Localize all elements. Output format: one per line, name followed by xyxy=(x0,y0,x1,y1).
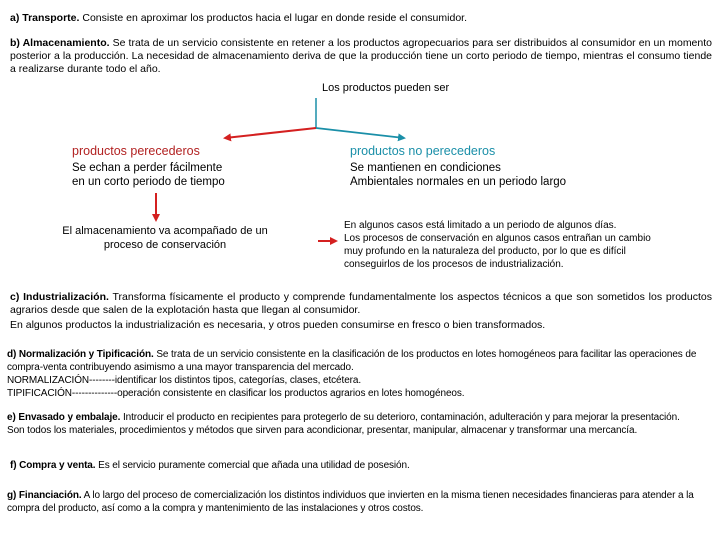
paragraph-envasado xyxy=(7,411,697,437)
financiacion-text: A lo largo del proceso de comercialización los distintos individuos que invierten en la misma tienen necesidades financieras para atender a la compra del producto, así como a la compra y mantenimiento de las instalaciones y otros costos. xyxy=(7,490,694,514)
industrializacion-label: c) Industrialización. xyxy=(10,291,109,303)
no-perecederos-description xyxy=(350,161,566,189)
compra-venta-label: f) Compra y venta. xyxy=(10,460,96,471)
financiacion-label: g) Financiación. xyxy=(7,490,82,501)
perecederos-result xyxy=(52,224,278,252)
almacenamiento-text: Se trata de un servicio consistente en retener a los productos agropecuarios para ser distribuidos al consumidor en un momento posterior a la producción. La necesidad de almacenamiento deriva de que la producción tiene un corto periodo de tiempo, mientras el consumo tiende a realizarse durante todo el año. xyxy=(10,37,712,75)
transporte-label: a) Transporte. xyxy=(10,12,80,24)
arrow-to-perecederos xyxy=(225,128,316,138)
arrow-to-no-perecederos xyxy=(316,128,404,138)
no-perecederos-desc-line-1: Se mantienen en condiciones xyxy=(350,162,501,174)
transporte-text: Consiste en aproximar los productos hacia el lugar en donde reside el consumidor. xyxy=(79,12,467,24)
no-perecederos-result-line-4: conseguirlos de los procesos de industrialización. xyxy=(344,259,564,270)
normalizacion-label: d) Normalización y Tipificación. xyxy=(7,349,154,360)
perecederos-title: productos perecederos xyxy=(72,144,200,158)
diagram-root-label: Los productos pueden ser xyxy=(322,82,450,94)
perecederos-result-line-1: El almacenamiento va acompañado de un xyxy=(62,225,268,237)
no-perecederos-result-line-3: muy profundo en la naturaleza del producto, por lo que es difícil xyxy=(344,246,626,257)
no-perecederos-result-line-2: Los procesos de conservación en algunos casos entrañan un cambio xyxy=(344,233,651,244)
no-perecederos-result-line-1: En algunos casos está limitado a un periodo de algunos días. xyxy=(344,220,617,231)
paragraph-financiacion xyxy=(7,489,713,515)
no-perecederos-result xyxy=(344,219,651,271)
industrializacion-text: Transforma físicamente el producto y comprende fundamentalmente los aspectos técnicos a que son sometidos los productos agrarios desde que salen de la explotación hasta que llegan al consumidor. xyxy=(10,291,712,316)
no-perecederos-title: productos no perecederos xyxy=(350,144,496,158)
perecederos-desc-line-2: en un corto periodo de tiempo xyxy=(72,176,225,188)
perecederos-description xyxy=(72,161,225,189)
compra-venta-text: Es el servicio puramente comercial que añada una utilidad de posesión. xyxy=(95,460,410,471)
normalizacion-text: Se trata de un servicio consistente en la clasificación de los productos en lotes homogéneos para facilitar las operaciones de compra-venta contribuyendo asimismo a una mayor transparencia del mercado. xyxy=(7,349,697,373)
paragraph-industrializacion xyxy=(10,291,712,317)
perecederos-result-line-2: proceso de conservación xyxy=(103,239,227,251)
envasado-label: e) Envasado y embalaje. xyxy=(7,412,121,423)
normalizacion-definition: NORMALIZACIÓN--------identificar los distintos tipos, categorías, clases, etcétera. xyxy=(7,375,362,386)
normalizacion-main xyxy=(7,348,713,374)
envasado-text: Introducir el producto en recipientes para protegerlo de su deterioro, contaminación, adulteración y para mejorar la presentación. Son todos los materiales, procedimientos y métodos que sirven para acondicionar, presentar, manipular, almacenar y transformar una mercancía. xyxy=(7,412,680,436)
no-perecederos-desc-line-2: Ambientales normales en un periodo largo xyxy=(350,176,567,188)
almacenamiento-label: b) Almacenamiento. xyxy=(10,37,110,49)
paragraph-industrializacion-note: En algunos productos la industrialización es necesaria, y otros pueden consumirse en fresco o bien transformados. xyxy=(10,319,546,331)
paragraph-compra-venta xyxy=(10,459,710,472)
paragraph-normalizacion xyxy=(7,348,713,400)
perecederos-desc-line-1: Se echan a perder fácilmente xyxy=(72,162,223,174)
tipificacion-definition: TIPIFICACIÓN--------------operación consistente en clasificar los productos agrarios en lotes homogéneos. xyxy=(7,388,465,399)
